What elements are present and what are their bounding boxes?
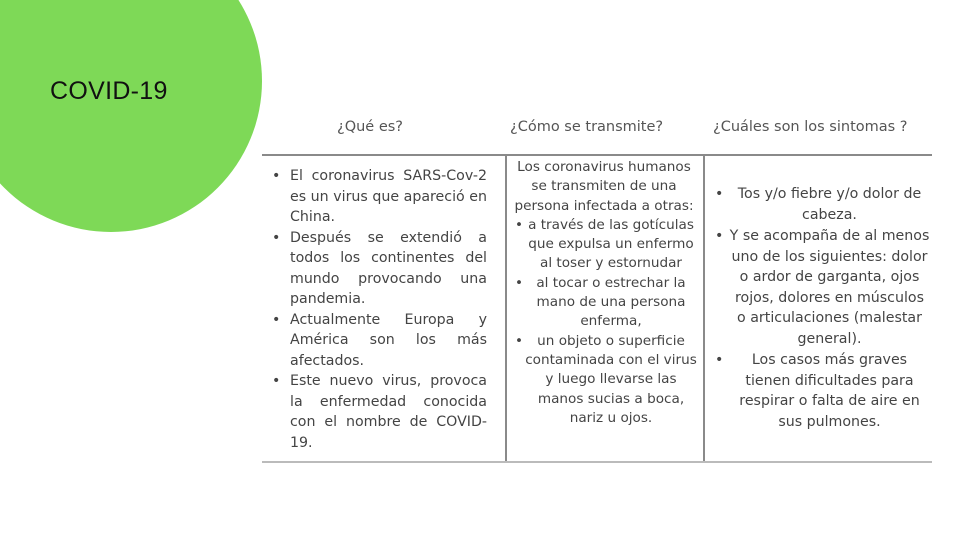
list-item: • a través de las gotículas que expulsa un enfermo al toser y estornudar xyxy=(511,216,697,274)
transmision-list xyxy=(511,216,697,428)
list-item: • Actualmente Europa y América son los más afectados. xyxy=(270,310,487,372)
list-item: • Tos y/o fiebre y/o dolor de cabeza. xyxy=(711,184,930,225)
decorative-green-circle xyxy=(0,0,262,232)
list-item: • un objeto o superficie contaminada con el virus y luego llevarse las manos sucias a boca, nariz u ojos. xyxy=(511,332,697,428)
que-es-list xyxy=(270,166,487,453)
column-sintomas xyxy=(705,156,932,461)
list-item: • al tocar o estrechar la mano de una persona enferma, xyxy=(511,274,697,332)
transmision-intro: Los coronavirus humanos se transmiten de una persona infectada a otras: xyxy=(514,159,694,214)
list-item: • Este nuevo virus, provoca la enfermedad conocida con el nombre de COVID-19. xyxy=(270,371,487,453)
header-que-es: ¿Qué es? xyxy=(337,119,404,135)
table-header-row xyxy=(262,110,932,154)
list-item: • Los casos más graves tienen dificultades para respirar o falta de aire en sus pulmones. xyxy=(711,350,930,432)
table-body-row xyxy=(262,154,932,463)
column-transmision xyxy=(505,156,705,461)
slide-title: COVID-19 xyxy=(50,77,168,105)
list-item: • Y se acompaña de al menos uno de los siguientes: dolor o ardor de garganta, ojos rojos, dolores en músculos o articulaciones (malestar general). xyxy=(711,226,930,349)
column-que-es xyxy=(262,156,505,461)
sintomas-list xyxy=(711,184,930,432)
list-item: • Después se extendió a todos los continentes del mundo provocando una pandemia. xyxy=(270,228,487,310)
info-table xyxy=(262,110,932,465)
header-sintomas: ¿Cuáles son los sintomas ? xyxy=(713,119,908,135)
list-item: • El coronavirus SARS-Cov-2 es un virus que apareció en China. xyxy=(270,166,487,228)
header-como-se-transmite: ¿Cómo se transmite? xyxy=(510,119,664,135)
